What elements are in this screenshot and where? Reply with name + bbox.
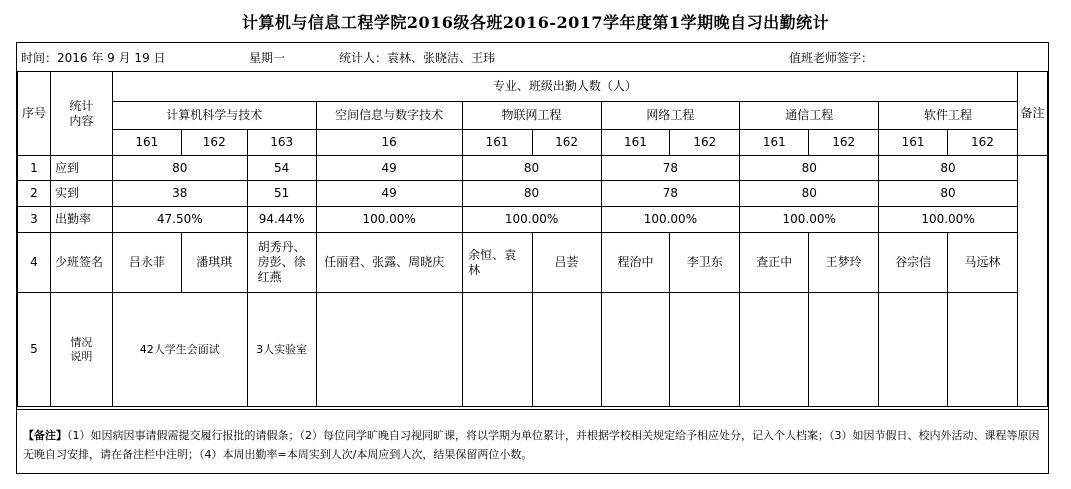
remark-cell [1017, 156, 1047, 407]
value-cell: 78 [601, 156, 740, 181]
row-number: 1 [18, 156, 51, 181]
class-cell: 162 [670, 130, 740, 156]
class-cell: 161 [740, 130, 809, 156]
status-cell [809, 293, 879, 407]
note-section [17, 409, 1048, 473]
status-cell [601, 293, 670, 407]
major-soft: 软件工程 [879, 102, 1018, 130]
signature-cell: 余恒、袁林 [462, 233, 532, 293]
value-cell: 94.44% [247, 207, 316, 233]
row-label: 情况说明 [50, 293, 112, 407]
note-tag: 【备注】 [23, 429, 67, 442]
major-iot: 物联网工程 [462, 102, 601, 130]
class-cell: 161 [601, 130, 670, 156]
value-cell: 80 [462, 181, 601, 207]
class-cell: 162 [181, 130, 247, 156]
value-cell: 78 [601, 181, 740, 207]
seq-header: 序号 [18, 72, 51, 156]
attendance-table [17, 71, 1048, 407]
status-cell [670, 293, 740, 407]
attendance-sheet [16, 42, 1049, 474]
value-cell: 80 [879, 156, 1018, 181]
status-cell [316, 293, 462, 407]
class-cell: 161 [879, 130, 948, 156]
value-cell: 100.00% [740, 207, 879, 233]
value-cell: 80 [740, 181, 879, 207]
signature-cell: 吕荟 [532, 233, 601, 293]
row-number: 4 [18, 233, 51, 293]
status-cell [879, 293, 948, 407]
row-number: 5 [18, 293, 51, 407]
counter-field: 统计人：袁林、张晓洁、王玮 [339, 51, 496, 65]
class-cell: 162 [809, 130, 879, 156]
row-label: 实到 [50, 181, 112, 207]
value-cell: 100.00% [601, 207, 740, 233]
value-cell: 80 [740, 156, 879, 181]
signature-cell: 查正中 [740, 233, 809, 293]
value-cell: 100.00% [879, 207, 1018, 233]
table-row [18, 181, 1048, 207]
remark-header: 备注 [1017, 72, 1047, 156]
value-cell: 51 [247, 181, 316, 207]
teacher-sign-field: 值班老师签字： [789, 51, 874, 65]
class-cell: 163 [247, 130, 316, 156]
value-cell: 80 [112, 156, 247, 181]
table-row [18, 207, 1048, 233]
signature-cell: 程治中 [601, 233, 670, 293]
signature-cell: 李卫东 [670, 233, 740, 293]
signature-cell: 胡秀丹、房彭、徐红燕 [247, 233, 316, 293]
value-cell: 49 [316, 181, 462, 207]
signature-cell: 谷宗信 [879, 233, 948, 293]
row-label: 出勤率 [50, 207, 112, 233]
value-cell: 49 [316, 156, 462, 181]
signature-cell: 任丽君、张露、周晓庆 [316, 233, 462, 293]
weekday-field: 星期一 [249, 51, 286, 65]
status-cell: 42人学生会面试 [112, 293, 247, 407]
row-number: 2 [18, 181, 51, 207]
status-cell: 3人实验室 [247, 293, 316, 407]
table-row [18, 156, 1048, 181]
value-cell: 100.00% [316, 207, 462, 233]
signature-cell: 马远林 [948, 233, 1018, 293]
table-row [18, 233, 1048, 293]
value-cell: 80 [462, 156, 601, 181]
major-geo: 空间信息与数字技术 [316, 102, 462, 130]
note-text: （1）如因病因事请假需提交履行报批的请假条；（2）每位同学旷晚自习视同旷课，将以学期为单位累计，并根据学校相关规定给予相应处分，记入个人档案；（3）如因节假日、校内外活动、课程等原因无晚自习安排，请在备注栏中注明；（4）本周出勤率=本周实到人次/本周应到人次，结果保留两位小数。 [23, 429, 1040, 461]
signature-cell: 王梦玲 [809, 233, 879, 293]
value-cell: 80 [879, 181, 1018, 207]
status-cell [740, 293, 809, 407]
page-title: 计算机与信息工程学院2016级各班2016-2017学年度第1学期晚自习出勤统计 [241, 13, 830, 32]
class-cell: 161 [112, 130, 181, 156]
major-cs: 计算机科学与技术 [112, 102, 316, 130]
status-cell [948, 293, 1018, 407]
class-cell: 162 [948, 130, 1018, 156]
major-comm: 通信工程 [740, 102, 879, 130]
table-row [18, 293, 1048, 407]
value-cell: 47.50% [112, 207, 247, 233]
value-cell: 54 [247, 156, 316, 181]
value-cell: 38 [112, 181, 247, 207]
stat-content-header: 统计内容 [50, 72, 112, 156]
signature-cell: 吕永菲 [112, 233, 181, 293]
class-cell: 16 [316, 130, 462, 156]
info-bar [17, 43, 1048, 71]
row-label: 应到 [50, 156, 112, 181]
value-cell: 100.00% [462, 207, 601, 233]
row-number: 3 [18, 207, 51, 233]
class-cell: 162 [532, 130, 601, 156]
status-cell [462, 293, 532, 407]
signature-cell: 潘琪琪 [181, 233, 247, 293]
major-net: 网络工程 [601, 102, 740, 130]
group-header: 专业、班级出勤人数（人） [112, 72, 1017, 102]
date-field: 时间：2016 年 9 月 19 日 [21, 51, 166, 65]
class-cell: 161 [462, 130, 532, 156]
status-cell [532, 293, 601, 407]
row-label: 少班签名 [50, 233, 112, 293]
